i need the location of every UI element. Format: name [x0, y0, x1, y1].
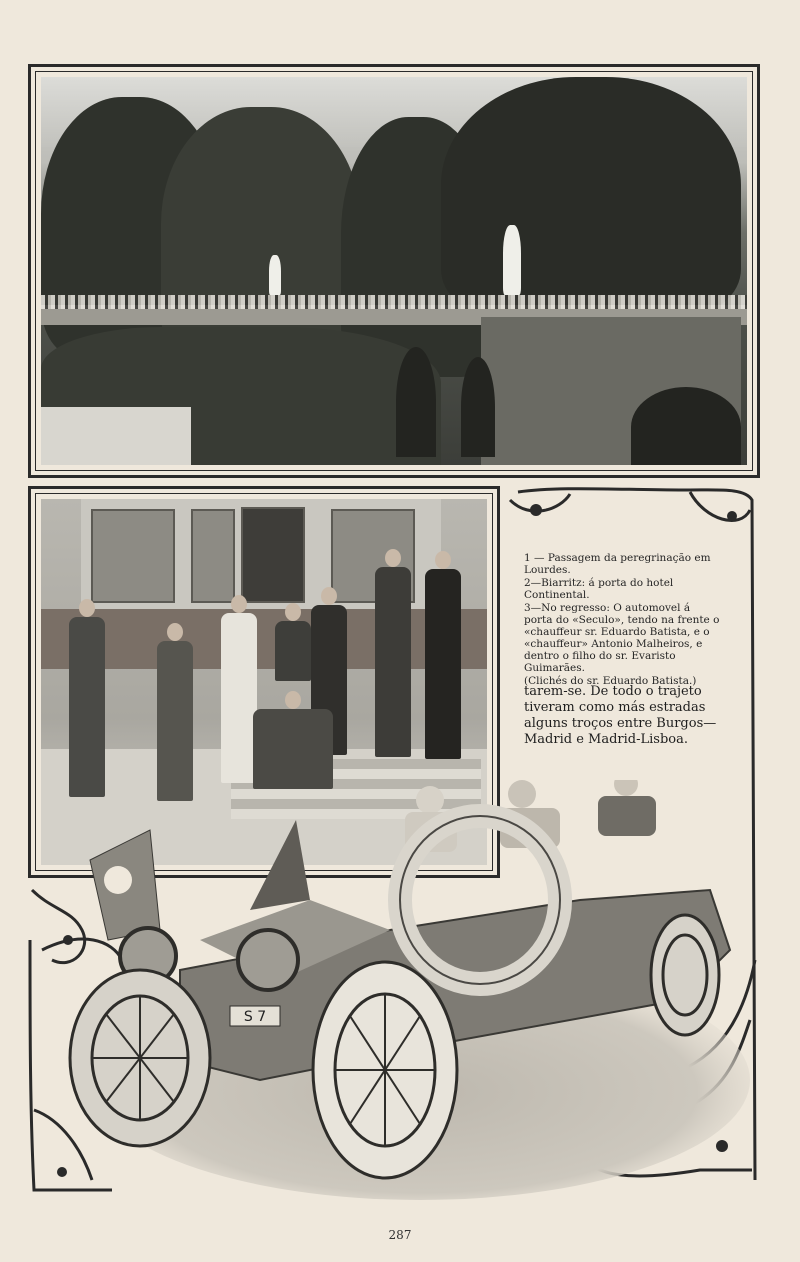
- caption-item-3: 3—No regresso: O automovel á porta do «Seculo», tendo na frente o «chauffeur sr. Eduardo Batista, e o «chauffeur» Antonio Malheiros, e dentro o filho do sr. Evaristo Guimarães.: [524, 602, 720, 674]
- automobile-photo: [60, 780, 750, 1200]
- photo-credit: (Clichés do sr. Eduardo Batista.): [524, 675, 697, 687]
- photo-frame-lourdes: [28, 64, 760, 478]
- photo-captions: [524, 552, 720, 687]
- automobile-illustration: [60, 780, 750, 1200]
- caption-item-1: 1 — Passagem da peregrinação em Lourdes.: [524, 552, 711, 576]
- svg-text:S 7: S 7: [243, 1009, 267, 1025]
- page-number: 287: [388, 1228, 412, 1242]
- caption-item-2: 2—Biarritz: á porta do hotel Continental.: [524, 577, 674, 601]
- article-text: tarem-se. De todo o trajeto tiveram como más estradas alguns troços entre Burgos—Madrid e Madrid-Lisboa.: [524, 684, 717, 747]
- lourdes-pilgrimage-photo: [41, 77, 747, 465]
